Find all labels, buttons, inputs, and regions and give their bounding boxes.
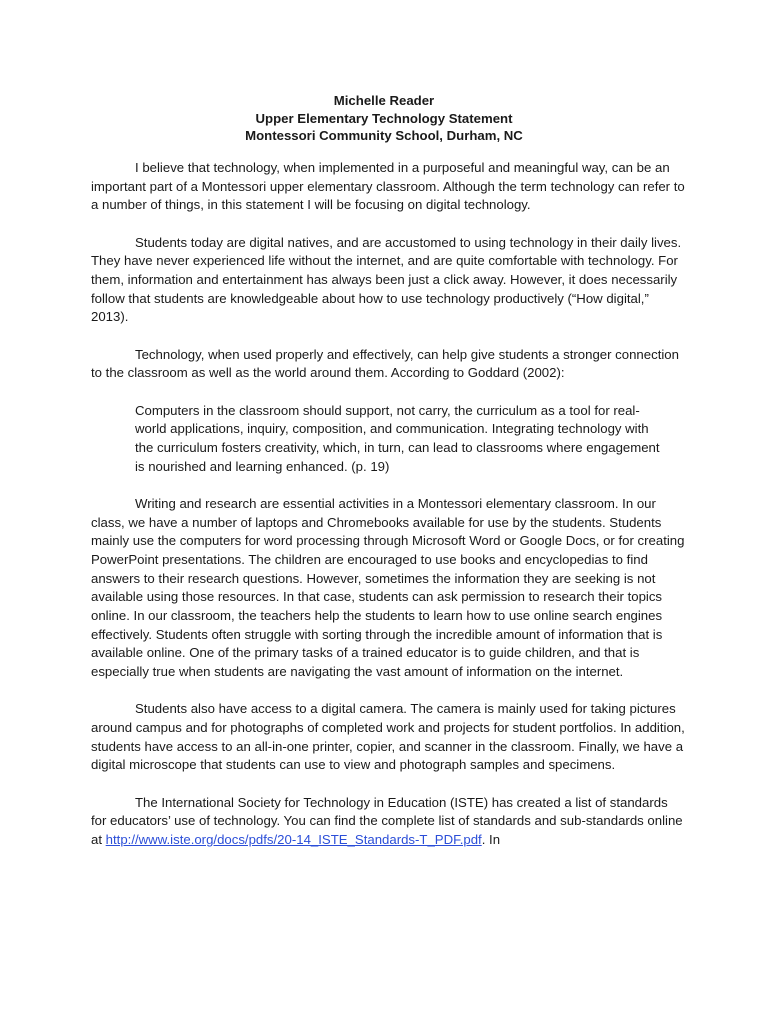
paragraph-iste xyxy=(91,794,686,850)
document-title: Upper Elementary Technology Statement xyxy=(255,110,513,126)
iste-standards-link[interactable]: http://www.iste.org/docs/pdfs/20-14_ISTE_Standards-T_PDF.pdf xyxy=(105,832,482,848)
document-body xyxy=(91,159,686,868)
block-quote: Computers in the classroom should support, not carry, the curriculum as a tool for real-world applications, inquiry, composition, and communication. Integrating technology with the curriculum fosters creativity, which, in turn, can lead to classrooms where engagement is nourished and learning enhanced. (p. 19) xyxy=(135,402,660,474)
paragraph-digital-camera: Students also have access to a digital camera. The camera is mainly used for taking pictures around campus and for photographs of completed work and projects for student portfolios. In addition, students have access to an all-in-one printer, copier, and scanner in the classroom. Finally, we have a digital microscope that students can use to view and photograph samples and specimens. xyxy=(91,701,685,773)
paragraph-writing-research: Writing and research are essential activities in a Montessori elementary classroom. In our class, we have a number of laptops and Chromebooks available for use by the students. Students mainly use the computers for word processing through Microsoft Word or Google Docs, or for creating PowerPoint presentations. The children are encouraged to use books and encyclopedias to find answers to their research questions. However, sometimes the information they are seeking is not available using those resources. In that case, students can ask permission to research their topics online. In our classroom, the teachers help the students to learn how to use online search engines effectively. Students often struggle with sorting through the incredible amount of information that is available online. One of the primary tasks of a trained educator is to guide children, and that is especially true when students are navigating the vast amount of information on the internet. xyxy=(91,495,685,680)
author-name: Michelle Reader xyxy=(333,93,435,108)
paragraph-connection: Technology, when used properly and effectively, can help give students a stronger connection to the classroom as well as the world around them. According to Goddard (2002): xyxy=(91,346,679,381)
school-name: Montessori Community School, Durham, NC xyxy=(245,128,523,143)
paragraph-intro: I believe that technology, when implemented in a purposeful and meaningful way, can be an important part of a Montessori upper elementary classroom. Although the term technology can refer to a number of things, in this statement I will be focusing on digital technology. xyxy=(91,160,685,213)
iste-text-before-link: The International Society for Technology in Education (ISTE) has created a list of standards for educators’ use of technology. You can find the complete list of standards and sub-standards online at xyxy=(91,794,683,848)
iste-text-after-link: . In xyxy=(481,832,501,848)
document-header xyxy=(0,92,768,145)
paragraph-digital-natives: Students today are digital natives, and are accustomed to using technology in their daily lives. They have never experienced life without the internet, and are quite comfortable with technology. For them, information and entertainment has always been just a click away. However, it does necessarily follow that students are knowledgeable about how to use technology productively (“How digital,” 2013). xyxy=(91,234,682,325)
